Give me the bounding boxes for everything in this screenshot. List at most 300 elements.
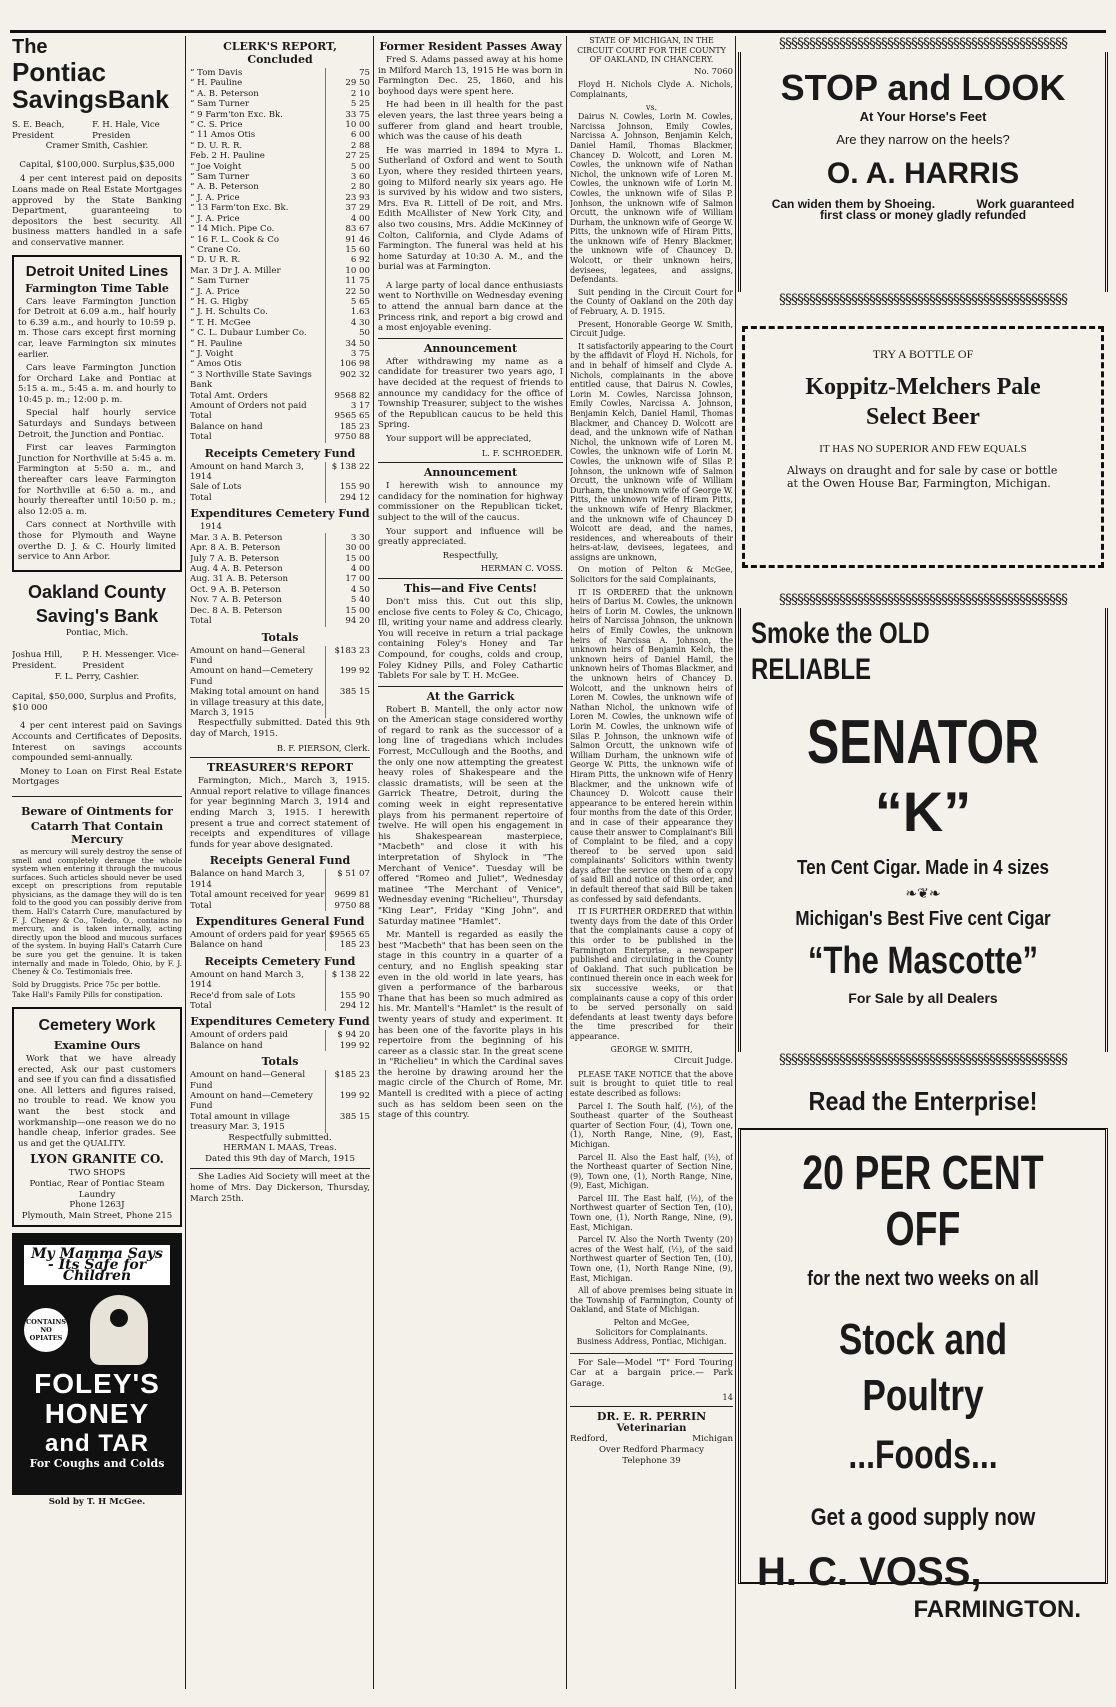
- ledger-label: “ Crane Co.: [190, 244, 241, 255]
- ledger-row: [190, 182, 370, 192]
- harris-line: Are they narrow on the heels?: [836, 131, 1010, 147]
- ledger-row: [190, 1041, 370, 1051]
- ornamental-border: §§§§§§§§§§§§§§§§§§§§§§§§§§§§§§§§§§§§§§§§§§§§§§§§: [779, 292, 1067, 308]
- court-vs: vs.: [645, 102, 657, 112]
- ledger-label: “ 11 Amos Otis: [190, 130, 256, 141]
- ledger-amount: 294 12: [326, 493, 371, 503]
- cemetery-shops: TWO SHOPS: [68, 1168, 126, 1179]
- ledger-row: [190, 869, 370, 890]
- ledger-label: Balance on hand March 3, 1914: [190, 869, 305, 890]
- for-sale-text: For Sale—Model "T" Ford Touring Car at a bargain price.— Park Garage.: [570, 1357, 733, 1389]
- ledger-label: Total: [190, 900, 212, 911]
- ledger-label: “ C. S. Price: [190, 120, 243, 131]
- catarrh-notice: [12, 796, 182, 1001]
- ledger-label: “ Sam Turner: [190, 172, 250, 183]
- for-sale-number: 14: [722, 1391, 733, 1402]
- cemetery-phone: Phone 1263J: [69, 1200, 125, 1211]
- court-heading: CIRCUIT COURT FOR THE COUNTY: [577, 45, 726, 55]
- totals-table: [190, 646, 370, 719]
- ledger-amount: 11 75: [326, 276, 371, 286]
- column-5: [738, 36, 1108, 1689]
- court-paragraph: Floyd H. Nichols Clyde A. Nichols, Complainants,: [570, 80, 733, 99]
- cemetery-subtitle: Examine Ours: [53, 1039, 141, 1052]
- senator-cigar-ad: [738, 608, 1108, 1052]
- harris-line: first class or money gladly refunded: [819, 207, 1027, 222]
- cigar-brand: SENATOR: [807, 708, 1039, 777]
- vet-town: Redford,: [570, 1434, 608, 1445]
- column-rule: [566, 36, 567, 1689]
- ledger-label: “ Amos Otis: [190, 359, 242, 370]
- ledger-label: Balance on hand: [190, 421, 263, 432]
- ledger-row: [190, 245, 370, 255]
- section-title: Expenditures Cemetery Fund: [190, 1015, 370, 1029]
- voss-line: for the next two weeks on all: [807, 1268, 1039, 1290]
- court-paragraph: IT IS ORDERED that the unknown heirs of Darius M. Cowles, the unknown heirs of Lorin M. Cowles, the unknown heirs of Narcissa Johnson, the unknown heirs of Emily Cowles, the unknown heirs of Narcissa A. Johnson, the unknown heirs of Benjamin Kelch, the unknown heirs of Daniel Hamil, the unknown heirs of Thomas Blackmer, and the unknown heirs of Chancey D. Wolcott, and the unknown heirs of Loren M. Cowles, the unknown wife of Nathan Nichol, the unknown wife of Loren M. Cowles, the unknown wife of Lorin M. Cowles, the unknown wife of Silas P. Johnson, the unknown wife of Salmon Orcutt, the unknown wife of William Durham, the unknown wife of George W. Pitts, the unknown wife of Hiram Pitts, the unknown wife of Henry Blackmer, and the unknown wife of Chauncey D. Wolcott cause their appearance to be entered herein within four months from the date of this Order, and in case of their appearance they cause their answer to Complainant's Bill of Complaint to be filed, and a copy thereof to be served upon said complainants' Solicitors within twenty days after the service on them of a copy of said Bill and notice of this order, and in default thereof that said Bill be taken as confessed by said defendants.: [570, 587, 733, 904]
- ledger-label: Amount on hand—Cemetery Fund: [190, 1090, 313, 1112]
- catarrh-foot: Sold by Druggists. Price 75c per bottle.: [12, 979, 161, 989]
- ledger-row: [190, 141, 370, 151]
- voss-feed-ad: [738, 1128, 1108, 1623]
- foley-sold-by: Sold by T. H McGee.: [48, 1497, 146, 1508]
- ledger-label: Oct. 9 A. B. Peterson: [190, 584, 281, 595]
- article-paragraph: Don't miss this. Cut out this slip, enclose five cents to Foley & Co, Chicago, Ill, writing your name and address clearly. You will receive in return a trial package containing Foley's Honey and Tar Compound, for coughs, colds and croup, Foley Kidney Pills, and Foley Cathartic Tablets For sale by T. H. McGee.: [378, 596, 563, 682]
- ledger-amount: 294 12: [326, 1001, 371, 1011]
- ledger-label: Mar. 3 Dr J. A. Miller: [190, 265, 281, 276]
- announcement-body: Your support will be appreciated,: [386, 434, 532, 444]
- vet-title: Veterinarian: [616, 1423, 687, 1435]
- ledger-row: [190, 130, 370, 140]
- foley-brand: HONEY: [44, 1398, 150, 1430]
- ledger-label: “ J. A. Price: [190, 213, 240, 224]
- voss-line: ...Foods...: [848, 1433, 998, 1477]
- ledger-row: [190, 120, 370, 130]
- ledger-label: Sale of Lots: [190, 482, 242, 493]
- ledger-amount: 155 90: [326, 482, 371, 492]
- clerk-name: B. F. PIERSON, Clerk.: [276, 742, 370, 753]
- ledger-label: “ A. B. Peterson: [190, 88, 259, 99]
- ledger-amount: 185 23: [326, 940, 371, 950]
- column-1: [12, 36, 182, 1689]
- dance-notice: A large party of local dance enthusiasts went to Northville on Wednesday evening to attend the annual barn dance at the Princess rink, and report a big crowd and a most enjoyable evening.: [378, 280, 563, 334]
- ledger-amount: $ 51 07: [326, 869, 371, 890]
- ledger-amount: 2 88: [326, 141, 371, 151]
- cemetery-work-ad: [12, 1007, 182, 1227]
- ledger-label: July 7 A. B. Peterson: [190, 553, 280, 564]
- court-paragraph: It satisfactorily appearing to the Court by the affidavit of Floyd H. Nichols, for and in behalf of himself and Clyde A. Nichols, complainants in the above entitled cause, that Dairus N. Cowles, Lorin M. Cowles, Narcissa Johnson, Emily Cowles, Narcissa A. Johnson, Benjamin Kelch, Daniel Hamil, Thomas Blackmer, and Chancey D. Wolcott are dead, and the unknown wife of Nathan Nichol, the unknown wife of Loren M. Cowles, the unknown wife of Lorin M. Cowles, the unknown wife of Silas P. Johnson, the unknown wife of Salmon Orcutt, the unknown wife of William Durham, the unknown wife of George W. Pitts, the unknown wife of Hiram Pitts, the unknown wife of Henry Blackmer, and the unknown wife of Chauncey D Wolcott are dead, and the names, residences, and whereabouts of their heirs-at-law, devisees, legatees, and assigns are unknown,: [570, 341, 733, 562]
- catarrh-foot: Take Hall's Family Pills for constipation.: [12, 990, 163, 1000]
- ledger-label: Total: [190, 432, 212, 443]
- ledger-row: [190, 482, 370, 492]
- court-paragraph: On motion of Pelton & McGee, Solicitors for the said Complainants,: [570, 565, 733, 585]
- bank-name: The: [12, 36, 48, 58]
- court-paragraph: Suit pending in the Circuit Court for the County of Oakland on the 20th day of February, A. D. 1915.: [570, 287, 733, 317]
- dul-paragraph: Special half hourly service Saturdays and Sundays between Detroit, the Junction and Pontiac.: [18, 408, 176, 440]
- ledger-label: Feb. 2 H. Pauline: [190, 151, 265, 162]
- ledger-label: Total: [190, 411, 212, 422]
- ledger-row: [190, 554, 370, 564]
- ledger-label: Total: [190, 1000, 212, 1011]
- ledger-amount: 5 40: [326, 595, 371, 605]
- court-signature: Pelton and McGee,: [613, 1318, 690, 1327]
- ledger-amount: 33 75: [326, 110, 371, 120]
- ledger-row: [190, 151, 370, 161]
- column-3: [378, 36, 563, 1689]
- article-paragraph: Fred S. Adams passed away at his home in Milford March 13, 1915 He was born in Farmington Dec. 25, 1860, and his boyhood days were spent here.: [378, 55, 563, 97]
- harris-headline: STOP and LOOK: [780, 67, 1066, 108]
- announcement-title: Announcement: [378, 462, 563, 479]
- ledger-amount: 4 00: [326, 564, 371, 574]
- section-title: Expenditures General Fund: [195, 914, 365, 928]
- bank-name: Saving's Bank: [35, 605, 159, 626]
- ledger-label: “ D. U R. R.: [190, 255, 241, 266]
- ledger-amount: 3 60: [326, 172, 371, 182]
- treasurer-name: HERMAN L MAAS, Treas.: [223, 1143, 337, 1154]
- treasurer-signature: Respectfully submitted.: [228, 1132, 332, 1143]
- ledger-amount: 9699 81: [326, 890, 371, 900]
- ledger-amount: 15 00: [326, 606, 371, 616]
- article-title: Former Resident Passes Away: [379, 40, 562, 53]
- announcement-signature: L. F. SCHROEDER.: [481, 447, 563, 458]
- ledger-amount: 3 30: [326, 533, 371, 543]
- announcement-signature: Respectfully,: [442, 550, 499, 561]
- ledger-label: Making total amount on hand in village treasury at this date, March 3, 1915: [190, 687, 325, 718]
- ledger-label: “ Joe Voight: [190, 161, 242, 172]
- bank-officer: Joshua Hill, President.: [12, 650, 63, 671]
- ledger-label: Amount on hand—Cemetery Fund: [190, 666, 313, 687]
- ledger-row: [190, 276, 370, 286]
- ledger-amount: 9750 88: [326, 432, 371, 442]
- ledger-amount: $183 23: [326, 646, 371, 667]
- catarrh-title: Beware of Ointments for: [21, 804, 173, 818]
- ledger-row: [190, 901, 370, 911]
- cigar-mascotte: “The Mascotte”: [807, 939, 1039, 982]
- ledger-label: Amount of orders paid for year: [190, 929, 325, 940]
- cigar-line: Smoke the OLD: [751, 617, 930, 650]
- ledger-label: Amount on hand March 3, 1914: [190, 969, 304, 991]
- ledger-row: [190, 214, 370, 224]
- clerk-report-title: CLERK'S REPORT, Concluded: [223, 40, 337, 66]
- clerk-signature: Respectfully submitted. Dated this 9th day of March, 1915.: [190, 718, 370, 739]
- totals-table: [190, 1070, 370, 1132]
- beer-body: Always on draught and for sale by case or bottle at the Owen House Bar, Farmington, Michigan.: [787, 464, 1058, 491]
- ledger-label: “ J. A. Price: [190, 192, 240, 203]
- ledger-row: [190, 940, 370, 950]
- section-title: Receipts Cemetery Fund: [204, 446, 356, 460]
- ledger-row: [190, 991, 370, 1001]
- ledger-label: Amount on hand—General Fund: [190, 1070, 306, 1091]
- article-paragraph: He was married in 1894 to Myra L. Sutherland of Oxford and went to South Lyon, where they resided thirteen years, going to Milford nearly six years ago. He is survived by his widow and two sisters, Mrs. Eva R. Littell of De roit, and Mrs. Edith McAllister of New York City, and also two cousins, Mrs. Addie McKinney of Colton, California, and Clyde Adams of Farmington. The funeral was held at his home Saturday at 10:30 A. M., and the burial was at Farmington.: [378, 145, 563, 273]
- ledger-amount: 6 00: [326, 130, 371, 140]
- cemetery-body: Work that we have already erected, Ask our past customers and see if you can find a dissatisfied one. All letters and figures raised, no trouble to read. We know you want the best stock and workmanship—one reason we do no handle cheap, inferior grades. See us and get the QUALITY.: [18, 1054, 176, 1149]
- article-title: This—and Five Cents!: [378, 578, 563, 595]
- no-opiates-badge: CONTAINS NO OPIATES: [24, 1308, 68, 1352]
- announcement-signature: HERMAN C. VOSS.: [480, 563, 563, 574]
- ledger-label: Dec. 8 A. B. Peterson: [190, 605, 283, 616]
- for-sale-notice: [570, 1353, 733, 1402]
- foley-tagline: My Mamma Says - Its Safe for Children: [22, 1243, 172, 1287]
- ledger-row: [190, 110, 370, 120]
- bank-name: SavingsBank: [12, 86, 170, 114]
- ledger-label: Balance on hand: [190, 1040, 263, 1051]
- cigar-line: Michigan's Best Five cent Cigar: [795, 907, 1051, 930]
- ledger-amount: 9565 65: [326, 411, 371, 421]
- ledger-row: [190, 543, 370, 553]
- ledger-amount: 23 93: [326, 193, 371, 203]
- dul-title: Detroit United Lines: [25, 262, 169, 280]
- cemetery-title: Cemetery Work: [38, 1017, 156, 1034]
- beer-claim: IT HAS NO SUPERIOR AND FEW EQUALS: [819, 442, 1027, 455]
- ledger-amount: 385 15: [326, 1112, 371, 1133]
- veterinarian-ad: [570, 1406, 733, 1467]
- ledger-amount: 2 80: [326, 182, 371, 192]
- receipts-cemetery-table: [190, 970, 370, 1012]
- bank-body: 4 per cent interest paid on Savings Accounts and Certificates of Deposits. Interest on savings accounts compounded semi-annually.: [12, 721, 182, 764]
- announcement-body: After withdrawing my name as a candidate for treasurer two years ago, I have decided at the request of friends to announce my candidacy for the office of Township Treasurer, subject to the wishes of the Republican caucus to be held this Spring.: [378, 356, 563, 431]
- ledger-row: [190, 401, 370, 411]
- ledger-label: “ H. G. Higby: [190, 296, 249, 307]
- cigar-line: RELIABLE: [751, 653, 871, 686]
- ledger-label: “ T. H. McGee: [190, 317, 251, 328]
- ledger-label: Mar. 3 A. B. Peterson: [190, 532, 283, 543]
- ledger-amount: 199 92: [326, 666, 371, 687]
- ledger-row: [190, 493, 370, 503]
- voss-town: FARMINGTON.: [913, 1596, 1081, 1623]
- court-paragraph: Parcel III. The East half, (½), of the Northwest quarter of Section Ten, (10), Town one, (1), North Range, Nine, (9), East, Michigan.: [570, 1193, 733, 1232]
- court-heading: OF OAKLAND, IN CHANCERY.: [589, 55, 714, 65]
- ledger-row: [190, 432, 370, 442]
- ledger-row: [190, 328, 370, 338]
- ledger-row: [190, 411, 370, 421]
- court-heading: STATE OF MICHIGAN, IN THE: [589, 36, 714, 45]
- ledger-row: [190, 391, 370, 401]
- cemetery-company: LYON GRANITE CO.: [30, 1152, 164, 1167]
- beer-name: Koppitz-Melchers Pale: [805, 373, 1041, 400]
- ledger-row: [190, 203, 370, 213]
- ledger-row: [190, 970, 370, 991]
- voss-headline: 20 PER CENT OFF: [802, 1147, 1044, 1256]
- court-paragraph: Parcel II. Also the East half, (½), of the Northeast quarter of Section Nine, (9), Town one, (1), North Range, Nine, (9), East, Michigan.: [570, 1152, 733, 1191]
- ledger-amount: 155 90: [326, 991, 371, 1001]
- ledger-amount: 4 50: [326, 585, 371, 595]
- ledger-label: Balance on hand: [190, 940, 263, 951]
- court-paragraph: All of above premises being situate in the Township of Farmington, County of Oakland, and State of Michigan.: [570, 1286, 733, 1315]
- ledger-amount: $185 23: [326, 1070, 371, 1091]
- ledger-row: [190, 339, 370, 349]
- pontiac-savings-bank-ad: [12, 36, 182, 249]
- ledger-label: “ 14 Mich. Pipe Co.: [190, 224, 275, 235]
- article-paragraph: He had been in ill health for the past eleven years, the last three years being a sufferer from gland and heart trouble, which was the cause of his death: [378, 100, 563, 143]
- ledger-row: [190, 255, 370, 265]
- ledger-label: Total: [190, 492, 212, 503]
- ornament-icon: ❧❦❧: [905, 885, 941, 901]
- read-enterprise-banner: Read the Enterprise!: [808, 1086, 1038, 1116]
- ledger-label: Nov. 7 A. B. Peterson: [190, 595, 282, 606]
- oakland-county-bank-ad: [12, 582, 182, 788]
- court-paragraph: Dairus N. Cowles, Lorin M. Cowles, Narcissa Johnson, Emily Cowles, Narcissa A. Johnson, Benjamin Kelch, Daniel Hamil, Thomas Blackmer, Chancey D. Wolcott, and Loren M. Cowles, the unknown wife of Nathan Nichol, the unknown wife of Loren M. Cowles, the unknown wife of Lorin M. Cowles, the unknown wife of Silas P. Jonhson, the unknown wife of Salmon Orcutt, the unknown wife of William Durham, the unknown wife of George W. Pitts, the unknown wife of Hiram Pitts, the unknown wife of Henry Blackmer, the unknown wife of Chauncey D. Wolcott, or their unknown heirs, devisees, legatees, and assigns, Defendants.: [570, 112, 733, 285]
- ledger-label: “ D. U. R. R.: [190, 140, 243, 151]
- ledger-amount: 17 00: [326, 574, 371, 584]
- article-title: At the Garrick: [378, 686, 563, 703]
- ledger-label: Aug. 31 A. B. Peterson: [190, 574, 289, 585]
- court-signature: Solicitors for Complainants.: [595, 1327, 708, 1337]
- bank-name: Pontiac: [12, 57, 106, 87]
- top-rule: [10, 30, 1106, 33]
- ledger-label: “ Sam Turner: [190, 99, 250, 110]
- ledger-row: [190, 287, 370, 297]
- bank-officer: F. H. Hale, Vice Presiden: [92, 120, 160, 141]
- ledger-amount: 75: [326, 68, 371, 78]
- court-signature: GEORGE W. SMITH,: [610, 1044, 693, 1054]
- bank-cashier: F. L. Perry, Cashier.: [54, 671, 140, 682]
- ledger-amount: 5 00: [326, 162, 371, 172]
- ledger-label: Total: [190, 616, 212, 627]
- ledger-label: “ 9 Farm'ton Exc. Bk.: [190, 109, 283, 120]
- ledger-amount: 6 92: [326, 255, 371, 265]
- ledger-amount: 34 50: [326, 339, 371, 349]
- harris-line: Work guaranteed: [976, 197, 1075, 212]
- ledger-amount: 5 65: [326, 297, 371, 307]
- ledger-amount: 37 29: [326, 203, 371, 213]
- bank-capital: Capital, $50,000, Surplus and Profits, $10 000: [12, 692, 177, 713]
- ledger-row: [190, 318, 370, 328]
- column-rule: [185, 36, 186, 1689]
- ledger-row: [190, 585, 370, 595]
- ledger-label: “ 16 F. L. Cook & Co: [190, 234, 280, 245]
- vet-name: DR. E. R. PERRIN: [596, 1410, 707, 1424]
- catarrh-title: Catarrh That Contain Mercury: [30, 819, 164, 846]
- ledger-row: [190, 930, 370, 940]
- bank-officer: P. H. Messenger. Vice-President: [82, 650, 179, 671]
- ledger-label: Aug. 4 A. B. Peterson: [190, 564, 283, 575]
- dul-subtitle: Farmington Time Table: [25, 281, 169, 295]
- ledger-row: [190, 687, 370, 718]
- ledger-label: “ Tom Davis: [190, 68, 243, 78]
- ledger-label: “ Sam Turner: [190, 276, 250, 287]
- treasurer-intro: Farmington, Mich., March 3, 1915. Annual report relative to village finances for year beginning March 3, 1914 and ending March 3, 1915. I herewith present a true and correct statement of receipts and expenditures of village funds for year above designated.: [190, 776, 370, 850]
- section-title: Expenditures Cemetery Fund: [190, 507, 370, 521]
- koppitz-beer-ad: [742, 326, 1104, 568]
- announcement-body: I herewith wish to announce my candidacy for the nomination for highway commissioner on the Republican ticket, subject to the will of the caucus.: [378, 481, 563, 523]
- article-paragraph: Robert B. Mantell, the only actor now on the American stage considered worthy of regard to rank as the successor of a long line of tragedians which includes Forrest, McCullough and the Booths, and the only one now attempting the greatest heavy roles of Shakespeare and the classic dramatists, will be seen at the Garrick Theatre, Detroit, during the coming week in eight representative plays from his permanent repertoire of twelve. He will open his engagement in his Shakespearean masterpiece, "Macbeth" and close it with his interpretation of Shylock in "The Merchant of Venice". Tuesday will be offered "Romeo and Juliet", Wednesday matinee "The Merchant of Venice", Wednesday evening "Richelieu", Thursday "King Lear", Friday "King John", and Saturday matinee "Hamlet".: [378, 704, 563, 927]
- vet-state: Michigan: [692, 1434, 733, 1445]
- ledger-amount: 27 25: [326, 151, 371, 161]
- ledger-amount: 9568 82: [326, 391, 371, 401]
- ledger-row: [190, 574, 370, 584]
- ledger-label: Total amount received for year: [190, 890, 325, 901]
- bank-officer: S. E. Beach, President: [12, 120, 65, 141]
- column-rule: [373, 36, 374, 1689]
- ledger-row: [190, 595, 370, 605]
- foley-slogan: For Coughs and Colds: [29, 1457, 165, 1471]
- ledger-amount: 4 30: [326, 318, 371, 328]
- child-illustration-icon: [90, 1295, 148, 1365]
- bank-body: Money to Loan on First Real Estate Mortgages: [12, 766, 182, 788]
- ledger-row: [190, 1030, 370, 1040]
- ledger-row: [190, 422, 370, 432]
- announcement-body: Your support and influence will be greatly appreciated.: [378, 526, 563, 548]
- ledger-label: Rece'd from sale of Lots: [190, 990, 296, 1001]
- expenditures-cemetery-table: [190, 1030, 370, 1051]
- ledger-row: [190, 68, 370, 78]
- harris-horseshoeing-ad: [738, 52, 1108, 292]
- ledger-amount: 30 00: [326, 543, 371, 553]
- ledger-label: Apr. 8 A. B. Peterson: [190, 543, 281, 554]
- receipts-general-table: [190, 869, 370, 911]
- court-paragraph: Present, Honorable George W. Smith, Circuit Judge.: [570, 319, 733, 339]
- ledger-row: [190, 266, 370, 276]
- ledger-amount: 902 32: [326, 370, 371, 391]
- dul-paragraph: First car leaves Farmington Junction for Northville at 5:45 a. m. Farmington at 5:50 a. m., and thereafter cars leave Farmington for Northville at 6:50 a. m., and hourly thereafter until 10:50 p. m.; also 12:05 a. m.: [18, 443, 176, 517]
- bank-place: Pontiac, Mich.: [65, 627, 129, 638]
- dul-paragraph: Cars connect at Northville with those for Plymouth and Wayne overthe D. J. & C. Hourly limited service to Ann Arbor.: [18, 520, 176, 563]
- ledger-row: [190, 890, 370, 900]
- ledger-label: Amount of orders paid: [190, 1030, 288, 1041]
- ledger-label: “ J. H. Schults Co.: [190, 307, 268, 318]
- vet-phone: Telephone 39: [622, 1456, 681, 1467]
- foley-brand: and TAR: [45, 1430, 149, 1458]
- ledger-label: “ C. L. Dubaur Lumber Co.: [190, 328, 307, 339]
- bank-cashier: Cramer Smith, Cashier.: [45, 141, 149, 152]
- court-paragraph: PLEASE TAKE NOTICE that the above suit is brought to quiet title to real estate described as follows:: [570, 1069, 733, 1098]
- ledger-amount: 5 25: [326, 99, 371, 109]
- vet-address: Over Redford Pharmacy: [598, 1445, 705, 1456]
- ledger-row: [190, 89, 370, 99]
- ledger-label: “ 13 Farm'ton Exc. Bk.: [190, 203, 289, 214]
- ledger-amount: 3 17: [326, 401, 371, 411]
- column-2: [190, 36, 370, 1689]
- ledger-row: [190, 193, 370, 203]
- cigar-line: Ten Cent Cigar. Made in 4 sizes: [797, 857, 1049, 879]
- beer-intro: TRY A BOTTLE OF: [872, 347, 974, 361]
- cigar-brand-k: “K”: [874, 780, 972, 843]
- cigar-line: For Sale by all Dealers: [848, 989, 998, 1006]
- court-paragraph: Parcel IV. Also the North Twenty (20) acres of the West half, (½), of the said Northwest quarter of Section Ten, (10), Town one, (1), North Range Nine, (9), East, Michigan.: [570, 1235, 733, 1283]
- ledger-amount: 15 00: [326, 554, 371, 564]
- ledger-row: [190, 172, 370, 182]
- ledger-amount: 2 10: [326, 89, 371, 99]
- section-title: Totals: [261, 630, 299, 644]
- announcement-title: Announcement: [378, 338, 563, 355]
- ledger-row: [190, 564, 370, 574]
- ledger-label: Amount on hand March 3, 1914: [190, 461, 304, 483]
- ledger-amount: 15 60: [326, 245, 371, 255]
- voss-line: Get a good supply now: [810, 1504, 1036, 1531]
- year-label: 1914: [200, 522, 222, 533]
- harris-line: At Your Horse's Feet: [859, 109, 987, 124]
- ledger-amount: 4 00: [326, 214, 371, 224]
- ledger-amount: 106 98: [326, 359, 371, 369]
- court-signature: Circuit Judge.: [674, 1055, 733, 1066]
- ornamental-border: §§§§§§§§§§§§§§§§§§§§§§§§§§§§§§§§§§§§§§§§§§§§§§§§: [779, 36, 1067, 52]
- ledger-amount: 1.63: [326, 307, 371, 317]
- ledger-label: “ J. A. Price: [190, 286, 240, 297]
- ledger-row: [190, 349, 370, 359]
- detroit-united-lines-ad: [12, 255, 182, 572]
- ledger-amount: 94 20: [326, 616, 371, 626]
- ledger-amount: 199 92: [326, 1091, 371, 1112]
- column-4: [570, 36, 733, 1689]
- ledger-amount: 83 67: [326, 224, 371, 234]
- court-case-number: No. 7060: [694, 65, 733, 76]
- voss-line: Stock and Poultry: [838, 1315, 1008, 1420]
- court-paragraph: Parcel I. The South half, (½), of the Southeast quarter of the Southeast quarter of Section Four, (4), Town one, (1), North Range, Nine, (9), East, Michigan.: [570, 1101, 733, 1149]
- ledger-label: Amount on hand—General Fund: [190, 645, 306, 666]
- expenditures-general-table: [190, 930, 370, 951]
- ledger-row: [190, 307, 370, 317]
- ledger-row: [190, 224, 370, 234]
- dul-paragraph: Cars leave Farmington Junction for Orchard Lake and Pontiac at 5:15 a. m., 5:45 a. m. and hourly to 10:45 p. m.; 12:00 p. m.: [18, 363, 176, 405]
- ledger-label: “ H. Pauline: [190, 78, 243, 89]
